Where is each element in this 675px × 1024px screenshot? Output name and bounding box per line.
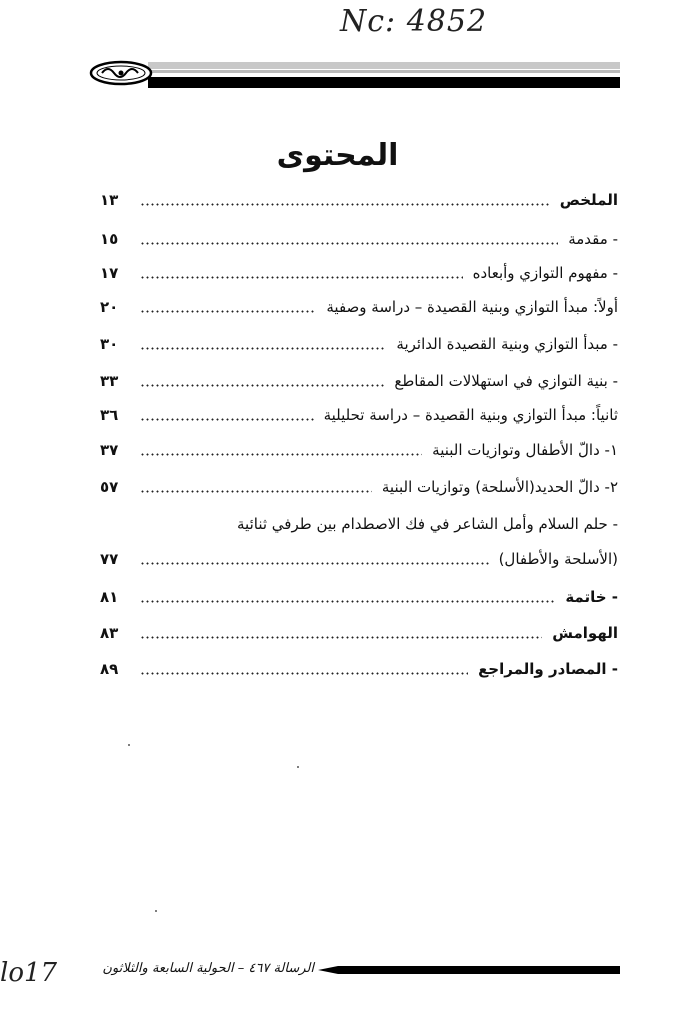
toc-page-number: ٣٠ (100, 335, 119, 353)
toc-page-number: ٨١ (100, 588, 119, 606)
toc-entry[interactable] (100, 402, 618, 432)
toc-entry-title: أولاً: مبدأ التوازي وبنية القصيدة – دراسة وصفية (326, 298, 618, 316)
toc-entry-title: - حلم السلام وأمل الشاعر في فك الاصطدام بين طرفي ثنائية (237, 515, 618, 533)
toc-page-number: ١٥ (100, 230, 119, 248)
toc-entry[interactable] (100, 226, 618, 256)
toc-entry-title: - خاتمة (565, 588, 618, 606)
handwritten-manuscript-number: Nc: 4852 (340, 4, 488, 39)
dot-leader (140, 636, 542, 639)
dot-leader (140, 600, 555, 603)
toc-entry-title: الملخص (559, 191, 618, 209)
handwritten-folio-number: lo17 (0, 958, 58, 988)
toc-entry[interactable] (100, 620, 618, 650)
dot-leader (140, 242, 558, 245)
toc-entry[interactable] (100, 511, 618, 541)
dot-leader (140, 672, 468, 675)
dot-leader (140, 276, 463, 279)
toc-entry-title: - بنية التوازي في استهلالات المقاطع (394, 372, 618, 390)
toc-page-number: ٥٧ (100, 478, 119, 496)
toc-page-number: ٣٦ (100, 406, 119, 424)
toc-entry[interactable] (100, 584, 618, 614)
toc-entry[interactable] (100, 546, 618, 576)
toc-page-number: ١٣ (100, 191, 119, 209)
toc-entry-title: (الأسلحة والأطفال) (498, 550, 618, 568)
toc-entry[interactable] (100, 437, 618, 467)
toc-entry[interactable] (100, 260, 618, 290)
toc-page-number: ١٧ (100, 264, 119, 282)
header-ornament-band (88, 60, 620, 90)
toc-entry-title: ثانياً: مبدأ التوازي وبنية القصيدة – دراسة تحليلية (323, 406, 618, 424)
footer-journal-title: الرسالة ٤٦٧ – الحولية السابعة والثلاثون (102, 961, 314, 976)
toc-entry[interactable] (100, 294, 618, 324)
toc-entry[interactable] (100, 187, 618, 217)
toc-entry[interactable] (100, 656, 618, 686)
ornamental-emblem-icon (91, 62, 151, 84)
toc-page-number: ٢٠ (100, 298, 119, 316)
dot-leader (140, 453, 422, 456)
toc-entry-title: - مبدأ التوازي وبنية القصيدة الدائرية (396, 335, 618, 353)
toc-entry[interactable] (100, 331, 618, 361)
footer-rule (318, 962, 620, 976)
toc-page-number: ٧٧ (100, 550, 119, 568)
toc-entry-title: الهوامش (552, 624, 618, 642)
toc-page-number: ٨٩ (100, 660, 119, 678)
dot-leader (140, 203, 550, 206)
page-title: المحتوى (276, 138, 399, 173)
toc-entry[interactable] (100, 368, 618, 398)
dot-leader (140, 562, 489, 565)
toc-entry-title: ٢- دالّ الحديد(الأسلحة) وتوازيات البنية (381, 478, 618, 496)
toc-page-number: ٣٣ (100, 372, 119, 390)
dot-leader (140, 418, 314, 421)
dot-leader (140, 310, 316, 313)
toc-page-number: ٣٧ (100, 441, 119, 459)
toc-page-number: ٨٣ (100, 624, 119, 642)
dot-leader (140, 490, 372, 493)
toc-entry-title: - المصادر والمراجع (478, 660, 618, 678)
dot-leader (140, 384, 384, 387)
toc-entry-title: - مفهوم التوازي وأبعاده (472, 264, 618, 282)
toc-entry-title: ١- دالّ الأطفال وتوازيات البنية (432, 441, 618, 459)
dot-leader (140, 347, 386, 350)
toc-entry[interactable] (100, 474, 618, 504)
toc-entry-title: - مقدمة (568, 230, 618, 248)
